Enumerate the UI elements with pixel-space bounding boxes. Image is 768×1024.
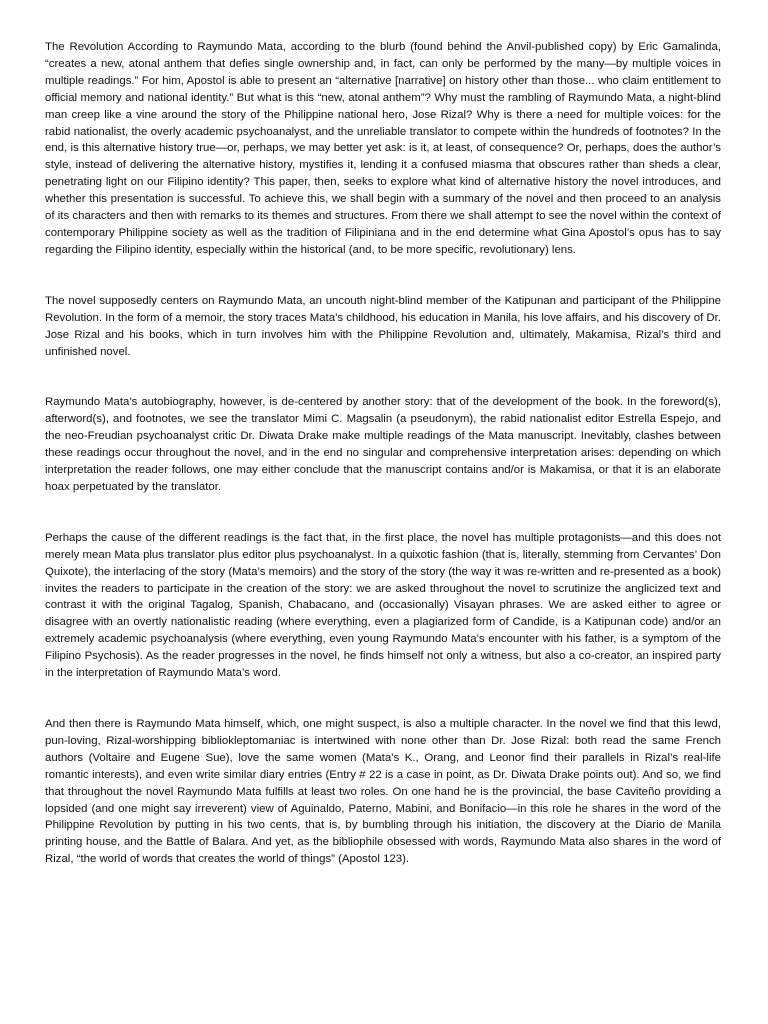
- document-page: [45, 39, 721, 868]
- paragraph-protagonists: Perhaps the cause of the different readings is the fact that, in the first place, the novel has multiple protagonists—and this does not merely mean Mata plus translator plus editor plus psychoanalyst. In a quixotic fashion (that is, literally, stemming from Cervantes’ Don Quixote), the interlacing of the story (Mata’s memoirs) and the story of the story (the way it was re-written and re-presented as a book) invites the readers to participate in the creation of the story: we are asked throughout the novel to scrutinize the anglicized text and contrast it with the original Tagalog, Spanish, Chabacano, and (occasionally) Visayan phrases. We are asked either to agree or disagree with an overtly nationalistic reading (where everything, even a plagiarized form of Candide, is a Katipunan code) and/or an extremely academic psychoanalysis (where everything, even young Raymundo Mata’s encounter with his father, is a symptom of the Filipino Psychosis). As the reader progresses in the novel, he finds himself not only a witness, but also a co-creator, an inspired party in the interpretation of Raymundo Mata’s word.: [45, 531, 721, 680]
- paragraph-decentered: Raymundo Mata’s autobiography, however, is de-centered by another story: that of the development of the book. In the foreword(s), afterword(s), and footnotes, we see the translator Mimi C. Magsalin (a pseudonym), the rabid nationalist editor Estrella Espejo, and the neo-Freudian psychoanalyst critic Dr. Diwata Drake make multiple readings of the Mata manuscript. Inevitably, clashes between these readings occur throughout the novel, and in the end no singular and comprehensive interpretation arises: depending on which interpretation the reader follows, one may either conclude that the manuscript contains and/or is Makamisa, or that it is an elaborate hoax perpetuated by the translator.: [45, 396, 721, 493]
- paragraph-intro: The Revolution According to Raymundo Mata, according to the blurb (found behind the Anvil-published copy) by Eric Gamalinda, “creates a new, atonal anthem that defies single ownership and, in fact, can only be performed by the many—by multiple voices in multiple readings.” For him, Apostol is able to present an “alternative [narrative] on history other than those... who claim entitlement to official memory and national identity.” But what is this “new, atonal anthem”? Why must the rambling of Raymundo Mata, a night-blind man creep like a vine around the story of the Philippine national hero, Jose Rizal? Why is there a need for multiple voices: for the rabid nationalist, the overly academic psychoanalyst, and the unreliable translator to compete within the hundreds of footnotes? In the end, is this alternative history true—or, perhaps, we may better yet ask: is it, at least, of consequence? Or, perhaps, does the author’s style, instead of delivering the alternative history, mystifies it, lending it a confused miasma that obscures rather than sheds a clear, penetrating light on our Filipino identity? This paper, then, seeks to explore what kind of alternative history the novel introduces, and whether this presentation is successful. To achieve this, we shall begin with a summary of the novel and then proceed to an analysis of its characters and then with remarks to its themes and structures. From there we shall attempt to see the novel within the context of contemporary Philippine society as well as the tradition of Filipiniana and in the end determine what Gina Apostol’s opus has to say regarding the Filipino identity, especially within the historical (and, to be more specific, revolutionary) lens.: [45, 41, 721, 256]
- paragraph-summary: The novel supposedly centers on Raymundo Mata, an uncouth night-blind member of the Katipunan and participant of the Philippine Revolution. In the form of a memoir, the story traces Mata’s childhood, his education in Manila, his love affairs, and his discovery of Dr. Jose Rizal and his books, which in turn involves him with the Philippine Revolution and, ultimately, Makamisa, Rizal’s third and unfinished novel.: [45, 294, 721, 358]
- paragraph-mata-character: And then there is Raymundo Mata himself, which, one might suspect, is also a multiple character. In the novel we find that this lewd, pun-loving, Rizal-worshipping bibliokleptomaniac is intertwined with none other than Dr. Jose Rizal: both read the same French authors (Voltaire and Eugene Sue), love the same women (Mata’s K., Orang, and Leonor find their parallels in Rizal’s real-life romantic interests), and even write similar diary entries (Entry # 22 is a case in point, as Dr. Diwata Drake points out). And so, we find that throughout the novel Raymundo Mata fulfills at least two roles. On one hand he is the provincial, the base Caviteño providing a lopsided (and one might say irreverent) view of Aguinaldo, Paterno, Mabini, and Bonifacio—in this role he shares in the word of the Philippine Revolution by putting in his two cents, that is, by bumbling through his initiation, the discovery at the Diario de Manila printing house, and the Battle of Balara. And yet, as the bibliophile obsessed with words, Raymundo Mata also shares in the word of Rizal, “the world of words that creates the world of things” (Apostol 123).: [45, 718, 721, 866]
